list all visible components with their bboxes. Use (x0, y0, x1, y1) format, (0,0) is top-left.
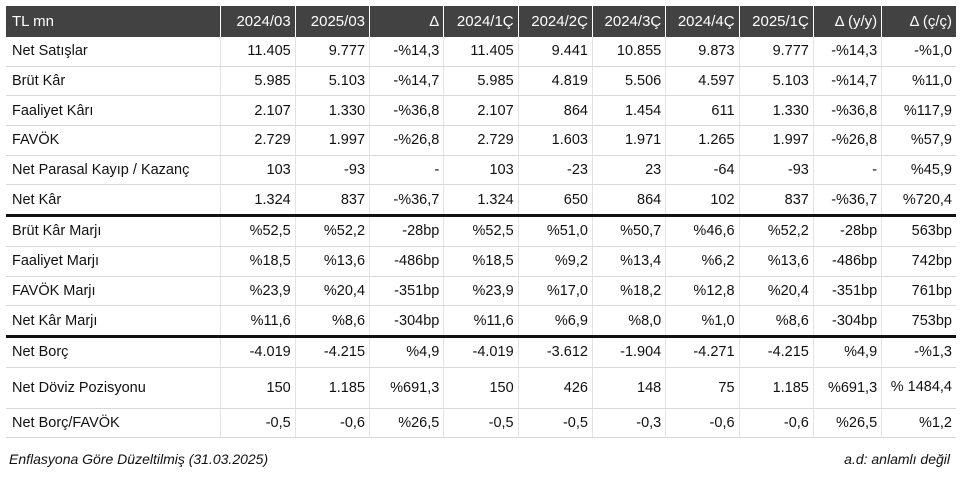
data-cell: 426 (518, 367, 592, 408)
data-cell: 1.324 (221, 185, 295, 216)
data-cell: %18,5 (444, 246, 518, 276)
data-cell: %6,2 (666, 246, 739, 276)
data-cell: %20,4 (739, 276, 813, 306)
table-row (6, 367, 956, 408)
data-cell: -%36,8 (370, 96, 444, 126)
data-cell: 150 (444, 367, 518, 408)
data-cell: - (370, 155, 444, 185)
header-cell: 2024/1Ç (444, 6, 518, 37)
data-cell: -93 (739, 155, 813, 185)
data-cell: %50,7 (592, 216, 665, 247)
data-cell: -4.019 (444, 336, 518, 367)
data-cell: 5.506 (592, 66, 665, 96)
data-cell: 1.185 (295, 367, 369, 408)
data-cell: % 1484,4 (882, 367, 956, 408)
data-cell: %4,9 (813, 336, 881, 367)
data-cell: 753bp (882, 306, 956, 337)
data-cell: 9.777 (739, 37, 813, 66)
data-cell: 1.330 (739, 96, 813, 126)
data-cell: %18,5 (221, 246, 295, 276)
row-label: Net Döviz Pozisyonu (6, 367, 221, 408)
data-cell: %26,5 (813, 408, 881, 438)
data-cell: -0,6 (739, 408, 813, 438)
row-label: FAVÖK Marjı (6, 276, 221, 306)
row-label: FAVÖK (6, 126, 221, 156)
financial-table-container (6, 6, 956, 438)
data-cell: 5.103 (295, 66, 369, 96)
table-row (6, 336, 956, 367)
data-cell: %4,9 (370, 336, 444, 367)
data-cell: %18,2 (592, 276, 665, 306)
data-cell: -1.904 (592, 336, 665, 367)
header-cell: 2025/03 (295, 6, 369, 37)
row-label: Brüt Kâr Marjı (6, 216, 221, 247)
data-cell: %52,2 (739, 216, 813, 247)
data-cell: 864 (592, 185, 665, 216)
row-label: Net Parasal Kayıp / Kazanç (6, 155, 221, 185)
data-cell: %52,5 (221, 216, 295, 247)
data-cell: -0,6 (666, 408, 739, 438)
data-cell: - (813, 155, 881, 185)
data-cell: 148 (592, 367, 665, 408)
table-row (6, 155, 956, 185)
table-row (6, 37, 956, 66)
data-cell: -351bp (370, 276, 444, 306)
data-cell: 102 (666, 185, 739, 216)
financial-summary-table (6, 6, 956, 438)
data-cell: -486bp (370, 246, 444, 276)
data-cell: %8,6 (739, 306, 813, 337)
data-cell: %26,5 (370, 408, 444, 438)
table-row (6, 126, 956, 156)
data-cell: 864 (518, 96, 592, 126)
row-label: Net Satışlar (6, 37, 221, 66)
data-cell: -93 (295, 155, 369, 185)
data-cell: %720,4 (882, 185, 956, 216)
data-cell: %52,5 (444, 216, 518, 247)
data-cell: -%36,7 (813, 185, 881, 216)
data-cell: %11,6 (221, 306, 295, 337)
data-cell: 761bp (882, 276, 956, 306)
data-cell: %1,2 (882, 408, 956, 438)
row-label: Faaliyet Kârı (6, 96, 221, 126)
data-cell: -%14,3 (813, 37, 881, 66)
data-cell: -23 (518, 155, 592, 185)
table-row (6, 306, 956, 337)
data-cell: 742bp (882, 246, 956, 276)
data-cell: %12,8 (666, 276, 739, 306)
data-cell: -304bp (370, 306, 444, 337)
header-row (6, 6, 956, 37)
data-cell: -28bp (813, 216, 881, 247)
data-cell: %13,6 (295, 246, 369, 276)
data-cell: %691,3 (813, 367, 881, 408)
data-cell: -4.271 (666, 336, 739, 367)
table-body (6, 37, 956, 438)
data-cell: -28bp (370, 216, 444, 247)
header-cell: 2025/1Ç (739, 6, 813, 37)
row-label: Brüt Kâr (6, 66, 221, 96)
data-cell: 2.107 (221, 96, 295, 126)
data-cell: %1,0 (666, 306, 739, 337)
data-cell: -4.215 (295, 336, 369, 367)
data-cell: -304bp (813, 306, 881, 337)
header-cell: Δ (y/y) (813, 6, 881, 37)
data-cell: 2.729 (444, 126, 518, 156)
data-cell: 23 (592, 155, 665, 185)
data-cell: -%36,7 (370, 185, 444, 216)
data-cell: 1.185 (739, 367, 813, 408)
data-cell: 837 (739, 185, 813, 216)
data-cell: -4.019 (221, 336, 295, 367)
data-cell: 4.819 (518, 66, 592, 96)
data-cell: %17,0 (518, 276, 592, 306)
header-cell: TL mn (6, 6, 221, 37)
data-cell: -%14,3 (370, 37, 444, 66)
data-cell: 9.873 (666, 37, 739, 66)
data-cell: 10.855 (592, 37, 665, 66)
data-cell: 11.405 (444, 37, 518, 66)
data-cell: 1.997 (739, 126, 813, 156)
data-cell: 5.985 (444, 66, 518, 96)
data-cell: -%26,8 (813, 126, 881, 156)
data-cell: 1.454 (592, 96, 665, 126)
data-cell: 103 (444, 155, 518, 185)
data-cell: 9.777 (295, 37, 369, 66)
data-cell: %11,6 (444, 306, 518, 337)
row-label: Faaliyet Marjı (6, 246, 221, 276)
data-cell: 9.441 (518, 37, 592, 66)
data-cell: 650 (518, 185, 592, 216)
data-cell: %8,0 (592, 306, 665, 337)
data-cell: 1.265 (666, 126, 739, 156)
footnote-abbreviation: a.d: anlamlı değil (844, 451, 950, 467)
data-cell: 611 (666, 96, 739, 126)
data-cell: %23,9 (221, 276, 295, 306)
data-cell: -%1,3 (882, 336, 956, 367)
data-cell: %52,2 (295, 216, 369, 247)
data-cell: -0,5 (518, 408, 592, 438)
data-cell: %117,9 (882, 96, 956, 126)
data-cell: 4.597 (666, 66, 739, 96)
table-row (6, 216, 956, 247)
header-cell: Δ (370, 6, 444, 37)
row-label: Net Borç/FAVÖK (6, 408, 221, 438)
data-cell: %13,4 (592, 246, 665, 276)
row-label: Net Kâr (6, 185, 221, 216)
data-cell: -%26,8 (370, 126, 444, 156)
data-cell: %8,6 (295, 306, 369, 337)
data-cell: 150 (221, 367, 295, 408)
data-cell: 1.997 (295, 126, 369, 156)
data-cell: %11,0 (882, 66, 956, 96)
table-row (6, 276, 956, 306)
data-cell: 2.107 (444, 96, 518, 126)
data-cell: %45,9 (882, 155, 956, 185)
data-cell: %46,6 (666, 216, 739, 247)
data-cell: %57,9 (882, 126, 956, 156)
data-cell: -486bp (813, 246, 881, 276)
data-cell: 1.971 (592, 126, 665, 156)
table-row (6, 408, 956, 438)
data-cell: 563bp (882, 216, 956, 247)
data-cell: -%36,8 (813, 96, 881, 126)
data-cell: %51,0 (518, 216, 592, 247)
data-cell: %13,6 (739, 246, 813, 276)
data-cell: -0,3 (592, 408, 665, 438)
header-cell: Δ (ç/ç) (882, 6, 956, 37)
header-cell: 2024/4Ç (666, 6, 739, 37)
data-cell: -64 (666, 155, 739, 185)
data-cell: 1.603 (518, 126, 592, 156)
footnote-adjustment: Enflasyona Göre Düzeltilmiş (31.03.2025) (9, 451, 269, 467)
data-cell: 5.103 (739, 66, 813, 96)
table-row (6, 96, 956, 126)
data-cell: 11.405 (221, 37, 295, 66)
data-cell: %691,3 (370, 367, 444, 408)
data-cell: %23,9 (444, 276, 518, 306)
data-cell: -351bp (813, 276, 881, 306)
row-label: Net Kâr Marjı (6, 306, 221, 337)
data-cell: 103 (221, 155, 295, 185)
header-cell: 2024/3Ç (592, 6, 665, 37)
header-cell: 2024/03 (221, 6, 295, 37)
data-cell: 2.729 (221, 126, 295, 156)
data-cell: 75 (666, 367, 739, 408)
data-cell: 837 (295, 185, 369, 216)
data-cell: -4.215 (739, 336, 813, 367)
data-cell: %20,4 (295, 276, 369, 306)
data-cell: -3.612 (518, 336, 592, 367)
data-cell: -%14,7 (370, 66, 444, 96)
data-cell: %6,9 (518, 306, 592, 337)
data-cell: -0,6 (295, 408, 369, 438)
row-label: Net Borç (6, 336, 221, 367)
header-cell: 2024/2Ç (518, 6, 592, 37)
data-cell: 1.324 (444, 185, 518, 216)
table-row (6, 246, 956, 276)
data-cell: 1.330 (295, 96, 369, 126)
table-row (6, 185, 956, 216)
data-cell: -%14,7 (813, 66, 881, 96)
data-cell: %9,2 (518, 246, 592, 276)
table-row (6, 66, 956, 96)
data-cell: -0,5 (221, 408, 295, 438)
data-cell: -%1,0 (882, 37, 956, 66)
data-cell: 5.985 (221, 66, 295, 96)
data-cell: -0,5 (444, 408, 518, 438)
